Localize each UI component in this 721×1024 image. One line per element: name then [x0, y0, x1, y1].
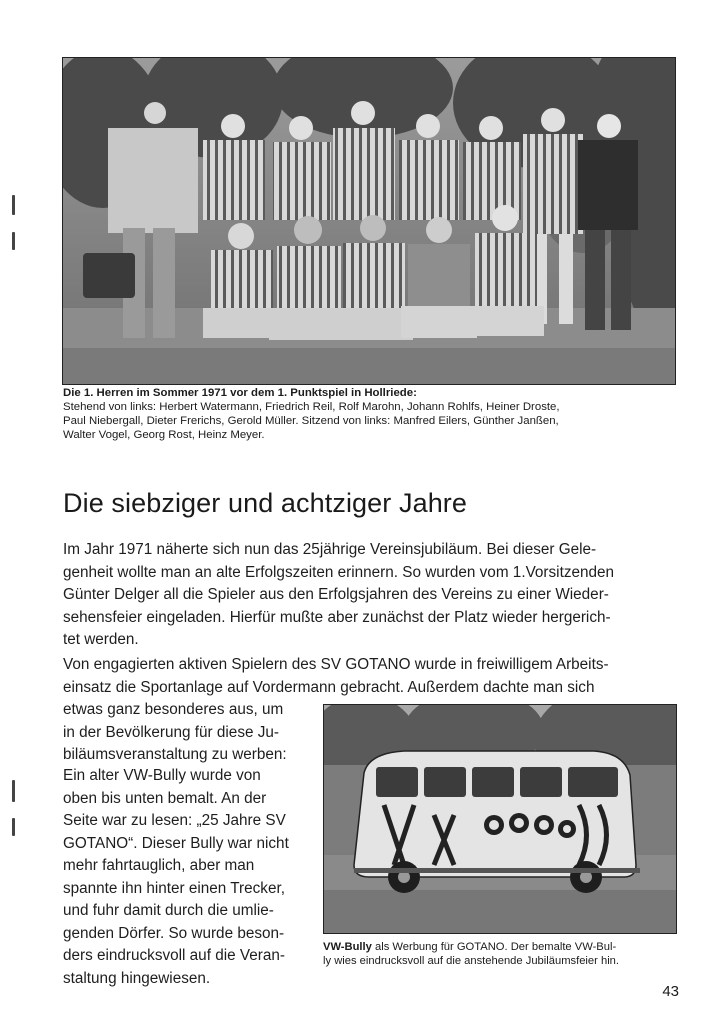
- paragraph-2-line: biläumsveranstaltung zu werben:: [63, 746, 287, 763]
- team-caption-line-1: Stehend von links: Herbert Watermann, Friedrich Reil, Rolf Marohn, Johann Rohlfs, Heiner Droste,: [63, 401, 560, 413]
- paragraph-3-line: Ein alter VW-Bully wurde von: [63, 767, 261, 784]
- team-photo-image: [63, 58, 675, 384]
- bus-photo: [323, 704, 677, 934]
- paragraph-1-line: Günter Delger all die Spieler aus den Erfolgsjahren des Vereins zu einer Wieder-: [63, 586, 609, 603]
- paragraph-2-line: etwas ganz besonderes aus, um: [63, 701, 284, 718]
- paragraph-3-line: und fuhr damit durch die umlie-: [63, 902, 274, 919]
- team-caption-line-2: Paul Niebergall, Dieter Frerichs, Gerold Müller. Sitzend von links: Manfred Eilers, Günther Janßen,: [63, 415, 559, 427]
- paragraph-2-line: in der Bevölkerung für diese Ju-: [63, 723, 279, 741]
- binder-mark-2: [12, 232, 15, 250]
- paragraph-1-line: Im Jahr 1971 näherte sich nun das 25jährige Vereinsjubiläum. Bei dieser Gele-: [63, 541, 597, 558]
- paragraph-3-line: oben bis unten bemalt. An der: [63, 789, 267, 807]
- section-heading: Die siebziger und achtziger Jahre: [63, 488, 468, 518]
- page-number: 43: [662, 983, 679, 1000]
- binder-mark-3: [12, 780, 15, 802]
- team-caption-line-3: Walter Vogel, Georg Rost, Heinz Meyer.: [63, 429, 265, 441]
- team-photo-caption: [63, 386, 675, 442]
- paragraph-1-line: sehensfeier eingeladen. Hierfür mußte aber zunächst der Platz wieder hergerich-: [63, 608, 611, 626]
- paragraph-3-line: mehr fahrtauglich, aber man: [63, 857, 255, 874]
- paragraph-2-narrow: [63, 699, 313, 767]
- paragraph-2-line: einsatz die Sportanlage auf Vordermann gebracht. Außerdem dachte man sich: [63, 678, 595, 696]
- team-caption-title: Die 1. Herren im Sommer 1971 vor dem 1. Punktspiel in Hollriede:: [63, 387, 417, 399]
- paragraph-1-line: genheit wollte man an alte Erfolgszeiten erinnern. So wurden vom 1.Vorsitzenden: [63, 563, 615, 581]
- bus-caption-line-1: [323, 940, 683, 954]
- paragraph-3-line: ders eindrucksvoll auf die Veran-: [63, 947, 285, 964]
- paragraph-1: [63, 539, 675, 652]
- paragraph-3-line: Seite war zu lesen: „25 Jahre SV: [63, 812, 286, 829]
- paragraph-3-line: staltung hingewiesen.: [63, 969, 211, 987]
- binder-mark-1: [12, 195, 15, 215]
- bus-caption-line-2: ly wies eindrucksvoll auf die anstehende Jubiläumsfeier hin.: [323, 955, 620, 967]
- bus-photo-image: [324, 705, 676, 933]
- bus-caption-line-1-rest: als Werbung für GOTANO. Der bemalte VW-Bul-: [371, 941, 617, 953]
- team-photo: [62, 57, 676, 385]
- paragraph-3: [63, 765, 313, 990]
- bus-caption-bold: VW-Bully: [323, 941, 372, 953]
- paragraph-2-line: Von engagierten aktiven Spielern des SV GOTANO wurde in freiwilligem Arbeits-: [63, 656, 609, 673]
- paragraph-1-line: tet werden.: [63, 631, 139, 648]
- paragraph-3-line: genden Dörfer. So wurde beson-: [63, 924, 285, 942]
- paragraph-3-line: GOTANO“. Dieser Bully war nicht: [63, 834, 289, 852]
- bus-photo-caption: [323, 940, 683, 968]
- paragraph-3-line: spannte ihn hinter einen Trecker,: [63, 879, 285, 897]
- binder-mark-4: [12, 818, 15, 836]
